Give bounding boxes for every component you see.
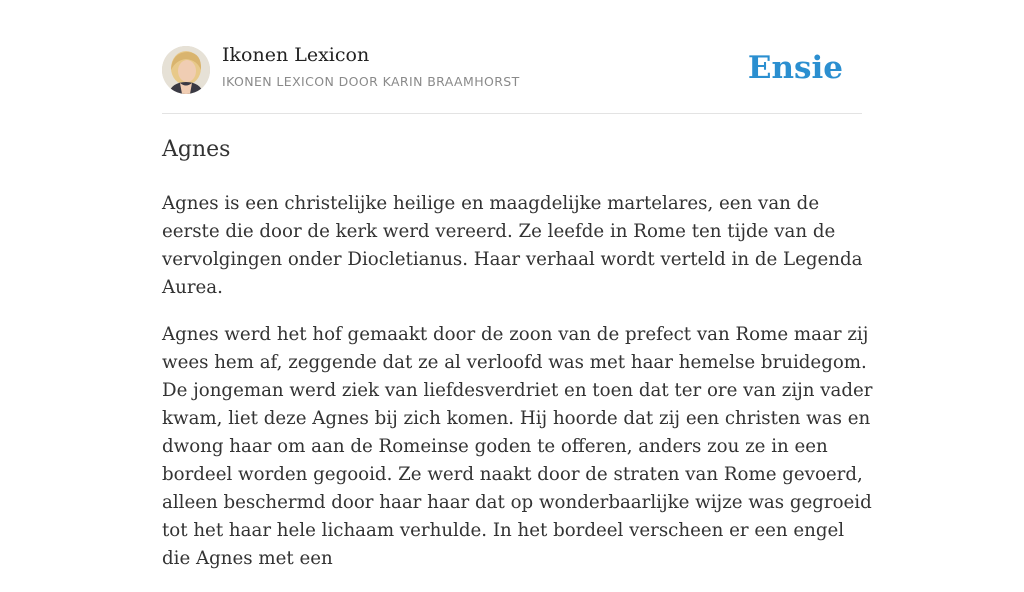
article-body xyxy=(162,190,874,592)
avatar[interactable] xyxy=(162,46,210,94)
brand-logo[interactable]: Ensie xyxy=(747,50,843,86)
site-subtitle: IKONEN LEXICON DOOR KARIN BRAAMHORST xyxy=(222,74,520,89)
page-container xyxy=(162,0,873,569)
site-title[interactable]: Ikonen Lexicon xyxy=(222,44,370,66)
article-title: Agnes xyxy=(162,137,231,162)
site-header xyxy=(162,0,862,114)
article-paragraph: Agnes werd het hof gemaakt door de zoon van de prefect van Rome maar zij wees hem af, zeggende dat ze al verloofd was met haar hemelse bruidegom. De jongeman werd ziek van liefdesverdriet en toen dat ter ore van zijn vader kwam, liet deze Agnes bij zich komen. Hij hoorde dat zij een christen was en dwong haar om aan de Romeinse goden te offeren, anders zou ze in een bordeel worden gegooid. Ze werd naakt door de straten van Rome gevoerd, alleen beschermd door haar haar dat op wonderbaarlijke wijze was gegroeid tot het haar hele lichaam verhulde. In het bordeel verscheen er een engel die Agnes met een xyxy=(162,324,873,569)
person-portrait-icon xyxy=(162,46,210,94)
article-paragraph: Agnes is een christelijke heilige en maagdelijke martelares, een van de eerste die door de kerk werd vereerd. Ze leefde in Rome ten tijde van de vervolgingen onder Diocletianus. Haar verhaal wordt verteld in de Legenda Aurea. xyxy=(162,193,863,298)
